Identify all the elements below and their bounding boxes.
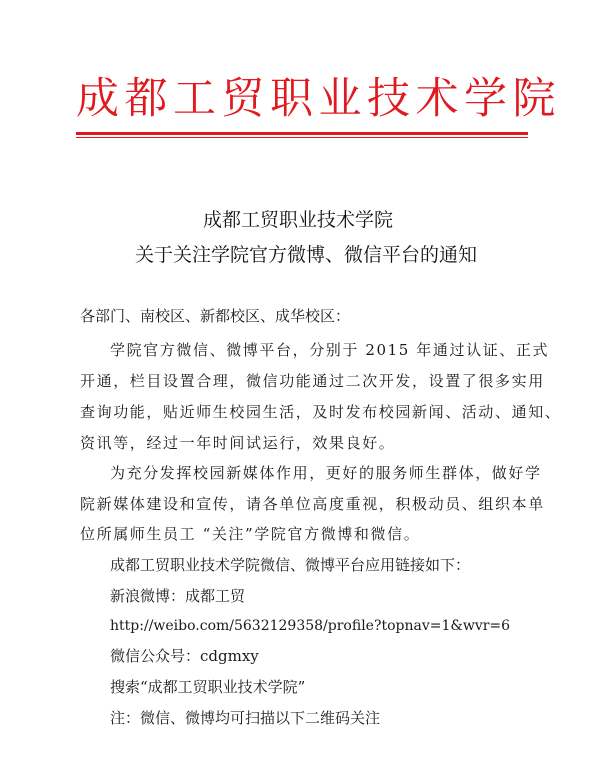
- institution-header: 成都工贸职业技术学院: [76, 74, 561, 124]
- para1-line: 开通，栏目设置合理，微信功能通过二次开发，设置了很多实用: [80, 372, 545, 390]
- weibo-label: 新浪微博：成都工贸: [110, 587, 246, 605]
- salutation: 各部门、南校区、新都校区、成华校区：: [80, 307, 351, 325]
- para2-line: 为充分发挥校园新媒体作用，更好的服务师生群体，做好学: [110, 464, 542, 482]
- para2-line: 院新媒体建设和宣传，请各单位高度重视，积极动员、组织本单: [80, 495, 545, 513]
- notice-title-line1: 成都工贸职业技术学院: [202, 209, 393, 231]
- para1-line: 学院官方微信、微博平台，分别于 2015 年通过认证、正式: [110, 341, 550, 359]
- header-rule-thin: [76, 137, 528, 138]
- notice-title-line2: 关于关注学院官方微博、微信平台的通知: [134, 244, 477, 266]
- wechat-label: 微信公众号：cdgmxy: [110, 647, 259, 665]
- links-intro: 成都工贸职业技术学院微信、微博平台应用链接如下：: [110, 556, 471, 574]
- para2-line: 位所属师生员工 “关注”学院官方微博和微信。: [80, 525, 421, 543]
- header-rule-thick: [76, 132, 528, 135]
- para1-line: 资讯等，经过一年时间试运行，效果良好。: [80, 434, 396, 452]
- search-hint: 搜索“成都工贸职业技术学院”: [110, 678, 306, 696]
- qr-note: 注：微信、微博均可扫描以下二维码关注: [110, 709, 381, 727]
- weibo-url[interactable]: http://weibo.com/5632129358/profile?topnav=1&wvr=6: [110, 618, 511, 634]
- para1-line: 查询功能，贴近师生校园生活，及时发布校园新闻、活动、通知、: [80, 403, 562, 421]
